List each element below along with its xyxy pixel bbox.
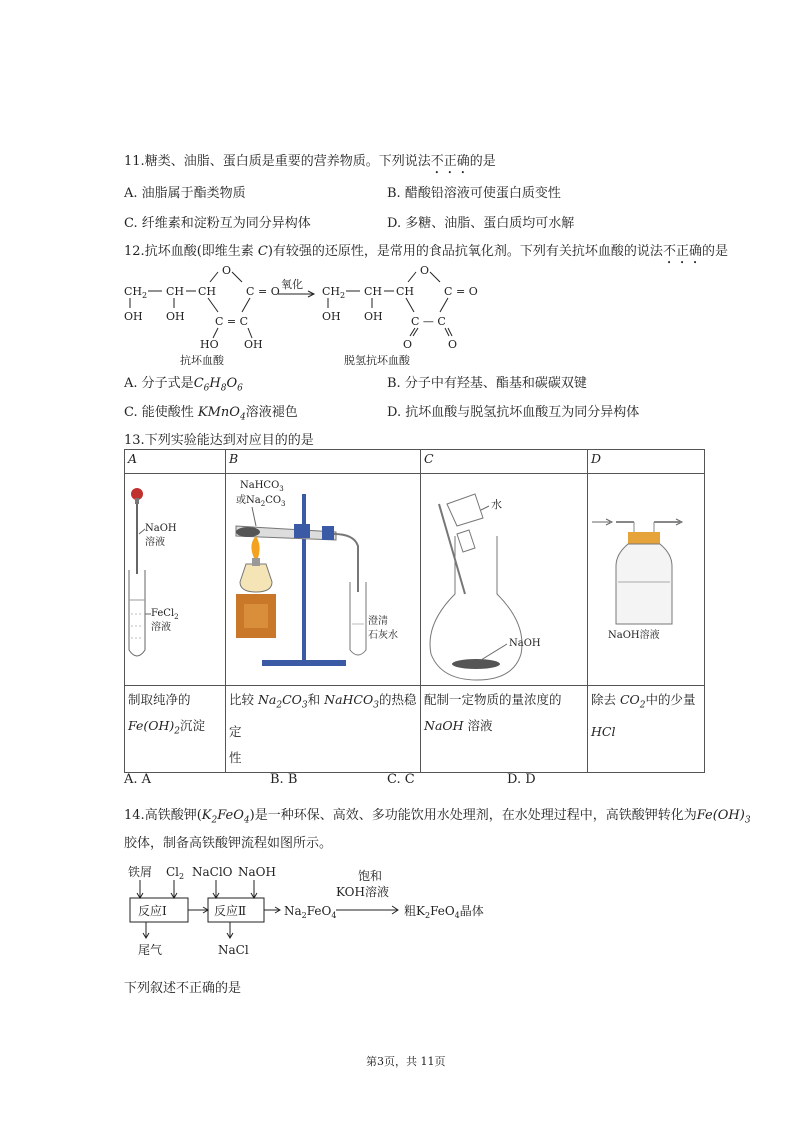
- caption-c: 配制一定物质的量浓度的 NaOH 溶液: [421, 686, 588, 773]
- right-molecule-name: 脱氢抗坏血酸: [344, 354, 410, 365]
- header-d: D: [588, 450, 705, 474]
- reaction-1-box: 反应Ⅰ: [138, 904, 167, 918]
- q12-option-c: C. 能使酸性 KMnO$_4$溶液褪色: [124, 405, 298, 423]
- svg-text:CH: CH: [364, 285, 383, 298]
- svg-text:OH: OH: [364, 310, 383, 323]
- svg-text:澄清: 澄清: [368, 616, 388, 627]
- svg-text:Na2FeO4: $Na_2FeO_4$: [284, 904, 337, 920]
- q11-option-a: A. 油脂属于酯类物质: [124, 186, 246, 201]
- svg-text:CH: CH: [166, 285, 185, 298]
- q12-option-a: A. 分子式是$C_6H_8O_6$: [124, 376, 243, 394]
- svg-text:水: 水: [491, 498, 502, 511]
- svg-text:NaOH溶液: NaOH溶液: [608, 630, 660, 641]
- q12-stem: 12.抗坏血酸(即维生素 C)有较强的还原性，是常用的食品抗氧化剂。下列有关抗坏血酸的说法不正确的是: [124, 244, 728, 259]
- q12-option-b: B. 分子中有羟基、酯基和碳碳双键: [387, 376, 587, 391]
- volumetric-flask-diagram: [421, 474, 585, 682]
- q14-tail: 下列叙述不正确的是: [124, 981, 242, 996]
- q11-option-b: B. 醋酸铅溶液可使蛋白质变性: [387, 186, 561, 201]
- svg-text:O: O: [403, 338, 413, 351]
- svg-text:Cl2: $Cl_2$: [166, 865, 185, 881]
- q11-option-c: C. 纤维素和淀粉互为同分异构体: [124, 216, 311, 231]
- svg-text:粗K2FeO4晶体: 粗$K_2FeO_4$晶体: [404, 904, 484, 920]
- header-a: A: [125, 450, 226, 474]
- svg-text:NaHCO3: NaHCO$_3$: [240, 480, 284, 493]
- cell-d-image: [588, 474, 705, 686]
- vitamin-c-oxidation-diagram: [118, 260, 488, 365]
- svg-text:NaOH: NaOH: [145, 523, 177, 534]
- svg-text:溶液: 溶液: [145, 537, 165, 548]
- caption-d: 除去 $CO_2$中的少量 HCl: [588, 686, 705, 773]
- q14-stem-line2: 胶体，制备高铁酸钾流程如图所示。: [124, 836, 333, 851]
- svg-text:KOH溶液: KOH溶液: [336, 885, 389, 899]
- svg-text:CH: CH: [396, 285, 415, 298]
- svg-text:NaClO: NaClO: [192, 865, 233, 879]
- q12-option-d: D. 抗坏血酸与脱氢抗坏血酸互为同分异构体: [387, 405, 640, 420]
- svg-text:FeCl2: FeCl$_2$: [151, 608, 179, 621]
- svg-text:石灰水: 石灰水: [368, 630, 398, 641]
- q14-stem-line1: 14.高铁酸钾$(K_2FeO_4)$是一种环保、高效、多功能饮用水处理剂，在水处理过程中，高铁酸钾转化为$Fe(OH)_3$: [124, 808, 751, 826]
- left-molecule-name: 抗坏血酸: [180, 354, 224, 365]
- caption-b: 比较 $Na_2CO_3$和 NaHCO$_3$的热稳定 性: [226, 686, 421, 773]
- svg-text:OH: OH: [124, 310, 143, 323]
- svg-text:饱和: 饱和: [358, 869, 383, 883]
- svg-text:OH: OH: [166, 310, 185, 323]
- arrow-label: 氧化: [281, 278, 303, 291]
- q13-stem: 13.下列实验能达到对应目的的是: [124, 433, 314, 448]
- svg-text:O: O: [448, 338, 458, 351]
- q11-option-d: D. 多糖、油脂、蛋白质均可水解: [387, 216, 575, 231]
- svg-text:= O: = O: [258, 285, 280, 298]
- page-footer: 第3页，共 11页: [366, 1055, 446, 1068]
- svg-text:O: O: [420, 264, 430, 277]
- svg-text:C = C: C = C: [215, 315, 249, 328]
- q13-answer-b: B. B: [270, 772, 298, 787]
- header-b: B: [226, 450, 421, 474]
- q13-answer-d: D. D: [507, 772, 536, 787]
- q14-flow-diagram: [120, 858, 500, 963]
- svg-text:C: C: [246, 285, 255, 298]
- heating-apparatus-diagram: [226, 474, 418, 682]
- q13-answer-a: A. A: [124, 772, 152, 787]
- svg-text:C — C: C — C: [411, 315, 446, 328]
- reaction-2-box: 反应Ⅱ: [214, 904, 247, 918]
- svg-text:NaCl: NaCl: [218, 943, 249, 957]
- q11-stem: 11.糖类、油脂、蛋白质是重要的营养物质。下列说法不正确的是: [124, 154, 496, 169]
- caption-a: 制取纯净的 $Fe(OH)_2$沉淀: [125, 686, 226, 773]
- svg-text:尾气: 尾气: [138, 943, 163, 957]
- q13-experiment-table: [124, 449, 705, 773]
- svg-text:铁屑: 铁屑: [128, 865, 153, 879]
- svg-text:OH: OH: [244, 338, 263, 351]
- q13-answer-c: C. C: [387, 772, 415, 787]
- cell-c-image: [421, 474, 588, 686]
- svg-text:NaOH: NaOH: [509, 638, 541, 649]
- svg-text:CH: CH: [198, 285, 217, 298]
- svg-text:= O: = O: [456, 285, 478, 298]
- svg-text:溶液: 溶液: [151, 622, 171, 633]
- svg-text:或Na2CO3: 或$Na_2CO_3$: [236, 495, 286, 508]
- svg-text:HO: HO: [200, 338, 219, 351]
- left-ring-oxygen: O: [222, 264, 232, 277]
- gas-washing-bottle-diagram: [588, 474, 702, 682]
- cell-b-image: [226, 474, 421, 686]
- cell-a-image: [125, 474, 226, 686]
- svg-text:CH2: $CH_2$: [322, 285, 346, 300]
- svg-text:OH: OH: [322, 310, 341, 323]
- svg-text:CH2: $CH_2$: [124, 285, 148, 300]
- svg-text:C: C: [444, 285, 453, 298]
- dropper-test-tube-diagram: [125, 474, 223, 682]
- header-c: C: [421, 450, 588, 474]
- svg-text:NaOH: NaOH: [238, 865, 276, 879]
